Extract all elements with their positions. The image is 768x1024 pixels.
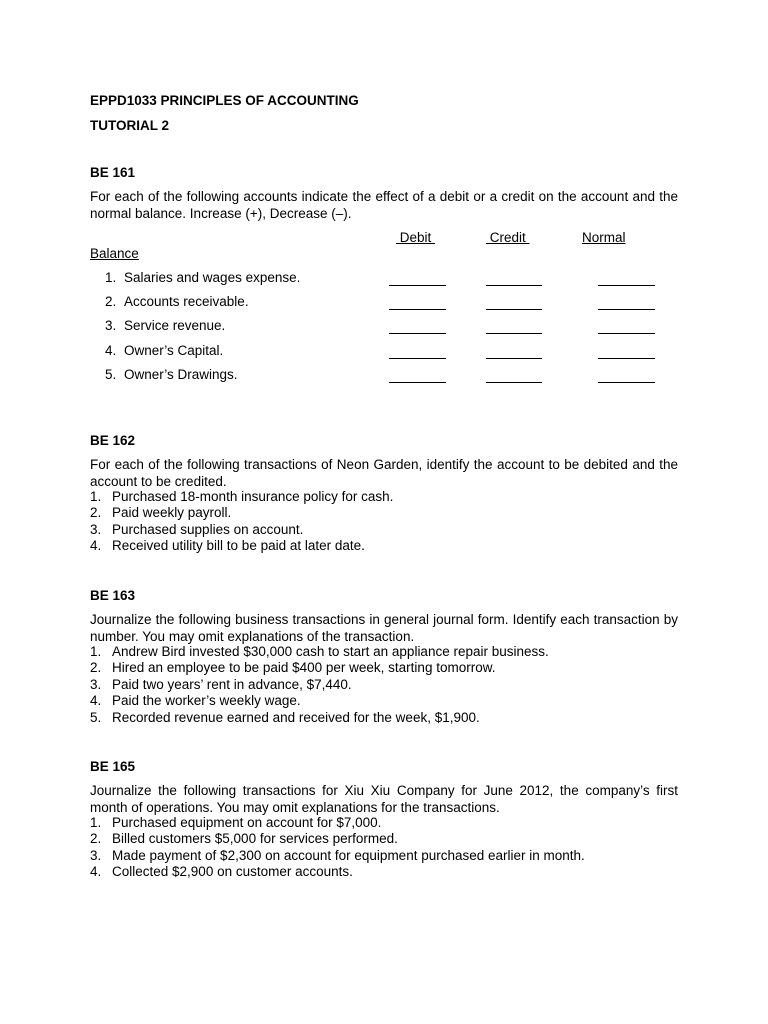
list-item: 2. Paid weekly payroll. [90,505,232,521]
section-title: BE 163 [90,588,136,603]
section-title: BE 161 [90,165,136,180]
answer-blank [486,382,542,383]
tutorial-title: TUTORIAL 2 [90,118,170,133]
column-header-debit: Debit [396,230,436,245]
answer-blank [389,309,446,310]
section-instructions: For each of the following accounts indicate the effect of a debit or a credit on the account and the normal balance. Increase (+), Decrease (–). [90,189,678,221]
answer-blank [598,285,655,286]
answer-blank [486,309,542,310]
answer-blank [598,309,655,310]
column-header-credit: Credit [486,230,530,245]
section-title: BE 165 [90,759,136,774]
list-item: 4. Owner’s Capital. [105,343,224,358]
answer-blank [389,333,446,334]
list-item: 1. Purchased equipment on account for $7,000. [90,815,382,830]
list-item: 3. Service revenue. [105,318,226,333]
list-item: 5. Recorded revenue earned and received for the week, $1,900. [90,709,480,725]
answer-blank [389,285,446,286]
list-item: 4. Collected $2,900 on customer accounts. [90,864,353,880]
transaction-list [90,815,585,881]
list-item: 2. Accounts receivable. [105,294,249,309]
answer-blank [598,333,655,334]
section-title: BE 162 [90,433,136,448]
column-header-balance: Balance [90,246,139,261]
answer-blank [486,358,542,359]
answer-blank [389,382,446,383]
column-header-normal: Normal [582,230,626,245]
list-item: 3. Made payment of $2,300 on account for equipment purchased earlier in month. [90,847,585,863]
course-title: EPPD1033 PRINCIPLES OF ACCOUNTING [90,93,359,108]
list-item: 3. Purchased supplies on account. [90,521,304,537]
section-instructions: Journalize the following transactions for Xiu Xiu Company for June 2012, the company’s first month of operations. You may omit explanations for the transactions. [90,783,678,815]
list-item: 1. Salaries and wages expense. [105,270,301,285]
transaction-list [90,489,393,555]
answer-blank [486,285,542,286]
list-item: 3. Paid two years’ rent in advance, $7,440. [90,676,352,692]
transaction-list [90,644,549,726]
list-item: 1. Andrew Bird invested $30,000 cash to start an appliance repair business. [90,644,549,659]
list-item: 5. Owner’s Drawings. [105,367,238,382]
section-instructions: Journalize the following business transactions in general journal form. Identify each transaction by number. You may omit explanations of the transaction. [90,612,678,644]
document-page [90,0,678,1024]
list-item: 4. Paid the worker’s weekly wage. [90,693,301,709]
list-item: 4. Received utility bill to be paid at later date. [90,538,365,554]
list-item: 2. Billed customers $5,000 for services performed. [90,831,398,847]
list-item: 2. Hired an employee to be paid $400 per week, starting tomorrow. [90,660,496,676]
list-item: 1. Purchased 18-month insurance policy for cash. [90,489,394,504]
answer-blank [598,382,655,383]
answer-blank [486,333,542,334]
answer-blank [389,358,446,359]
answer-blank [598,358,655,359]
section-instructions: For each of the following transactions of Neon Garden, identify the account to be debited and the account to be credited. [90,457,678,489]
